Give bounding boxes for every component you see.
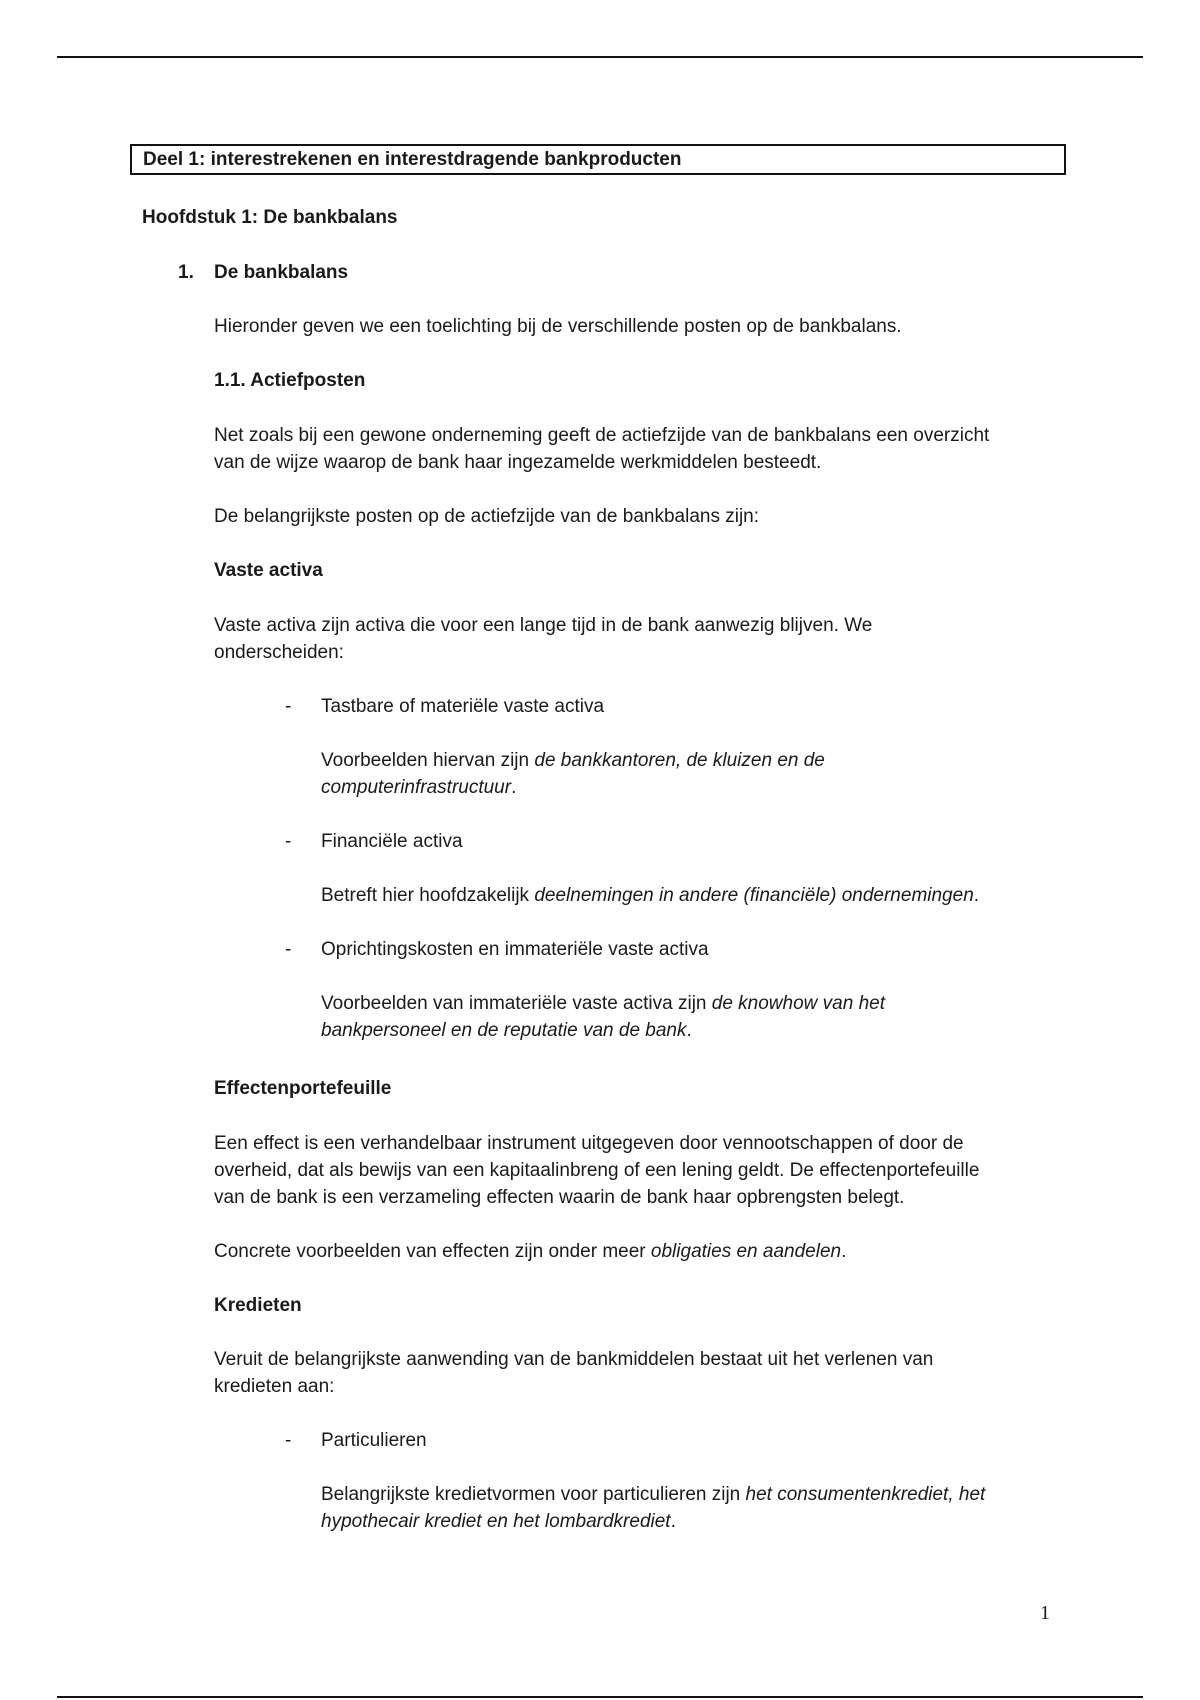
list-item-label: Financiële activa [321,831,463,852]
desc-end: . [511,777,517,798]
desc-plain: Voorbeelden hiervan zijn [321,750,535,771]
desc-italic: de bankkantoren, de kluizen en de [534,750,825,771]
chapter-title: Hoofdstuk 1: De bankbalans [142,207,398,228]
bullet-dash: - [285,939,292,960]
effecten-line-1: Een effect is een verhandelbaar instrument uitgegeven door vennootschappen of door de [214,1133,964,1154]
posten-paragraph: De belangrijkste posten op de actiefzijde van de bankbalans zijn: [214,506,760,527]
desc-italic: deelnemingen in andere (financiële) ondernemingen [534,885,974,906]
list-item-description [321,882,1061,909]
examples-italic: obligaties en aandelen [650,1241,842,1262]
kredieten-paragraph [214,1346,1074,1400]
effecten-examples [214,1238,1074,1265]
vaste-activa-intro-line-1: Vaste activa zijn activa die voor een lange tijd in de bank aanwezig blijven. We [214,615,873,636]
desc-end: . [973,885,980,906]
effecten-heading: Effectenportefeuille [214,1078,392,1099]
desc-end: . [670,1511,676,1532]
list-item-description [321,747,1061,801]
bullet-dash: - [285,696,292,717]
intro-paragraph: Hieronder geven we een toelichting bij de verschillende posten op de bankbalans. [214,316,902,337]
page-number: 1 [1040,1602,1050,1624]
footer-rule [57,1696,1143,1698]
part-title: Deel 1: interestrekenen en interestdragende bankproducten [143,149,682,170]
actief-paragraph [214,422,1074,476]
effecten-line-3: van de bank is een verzameling effecten waarin de bank haar opbrengsten belegt. [214,1187,905,1208]
bullet-dash: - [285,831,292,852]
part-title-box [130,144,1066,175]
kredieten-line-1: Veruit de belangrijkste aanwending van de bankmiddelen bestaat uit het verlenen van [214,1349,934,1370]
examples-end: . [841,1241,847,1262]
section-title: De bankbalans [214,262,349,283]
vaste-activa-heading: Vaste activa [214,560,323,581]
subsection-title: 1.1. Actiefposten [214,370,366,391]
list-item-label: Oprichtingskosten en immateriële vaste activa [321,939,709,960]
desc-end: . [686,1020,692,1041]
list-item-label: Tastbare of materiële vaste activa [321,696,605,717]
desc-plain: Voorbeelden van immateriële vaste activa zijn [321,993,712,1014]
desc-italic: computerinfrastructuur [321,777,512,798]
actief-line-2: van de wijze waarop de bank haar ingezamelde werkmiddelen besteedt. [214,452,822,473]
bullet-dash: - [285,1430,292,1451]
header-rule [57,56,1143,58]
desc-italic: de knowhow van het [711,993,885,1014]
actief-line-1: Net zoals bij een gewone onderneming geeft de actiefzijde van de bankbalans een overzicht [214,425,990,446]
vaste-activa-intro-line-2: onderscheiden: [214,642,344,663]
desc-plain: Betreft hier hoofdzakelijk [321,885,535,906]
desc-plain: Belangrijkste kredietvormen voor particulieren zijn [321,1484,746,1505]
list-item-label: Particulieren [321,1430,427,1451]
desc-italic: bankpersoneel en de reputatie van de bank [321,1020,687,1041]
list-item-description [321,1481,1061,1535]
vaste-activa-intro [214,612,1074,666]
kredieten-heading: Kredieten [214,1295,302,1316]
section-number: 1. [178,262,194,283]
desc-italic: het consumentenkrediet, het [745,1484,986,1505]
desc-italic: hypothecair krediet en het lombardkrediet [321,1511,671,1532]
examples-plain: Concrete voorbeelden van effecten zijn onder meer [214,1241,651,1262]
kredieten-line-2: kredieten aan: [214,1376,335,1397]
effecten-paragraph [214,1130,1074,1211]
effecten-line-2: overheid, dat als bewijs van een kapitaalinbreng of een lening geldt. De effectenportefeuille [214,1160,980,1181]
list-item-description [321,990,1061,1044]
